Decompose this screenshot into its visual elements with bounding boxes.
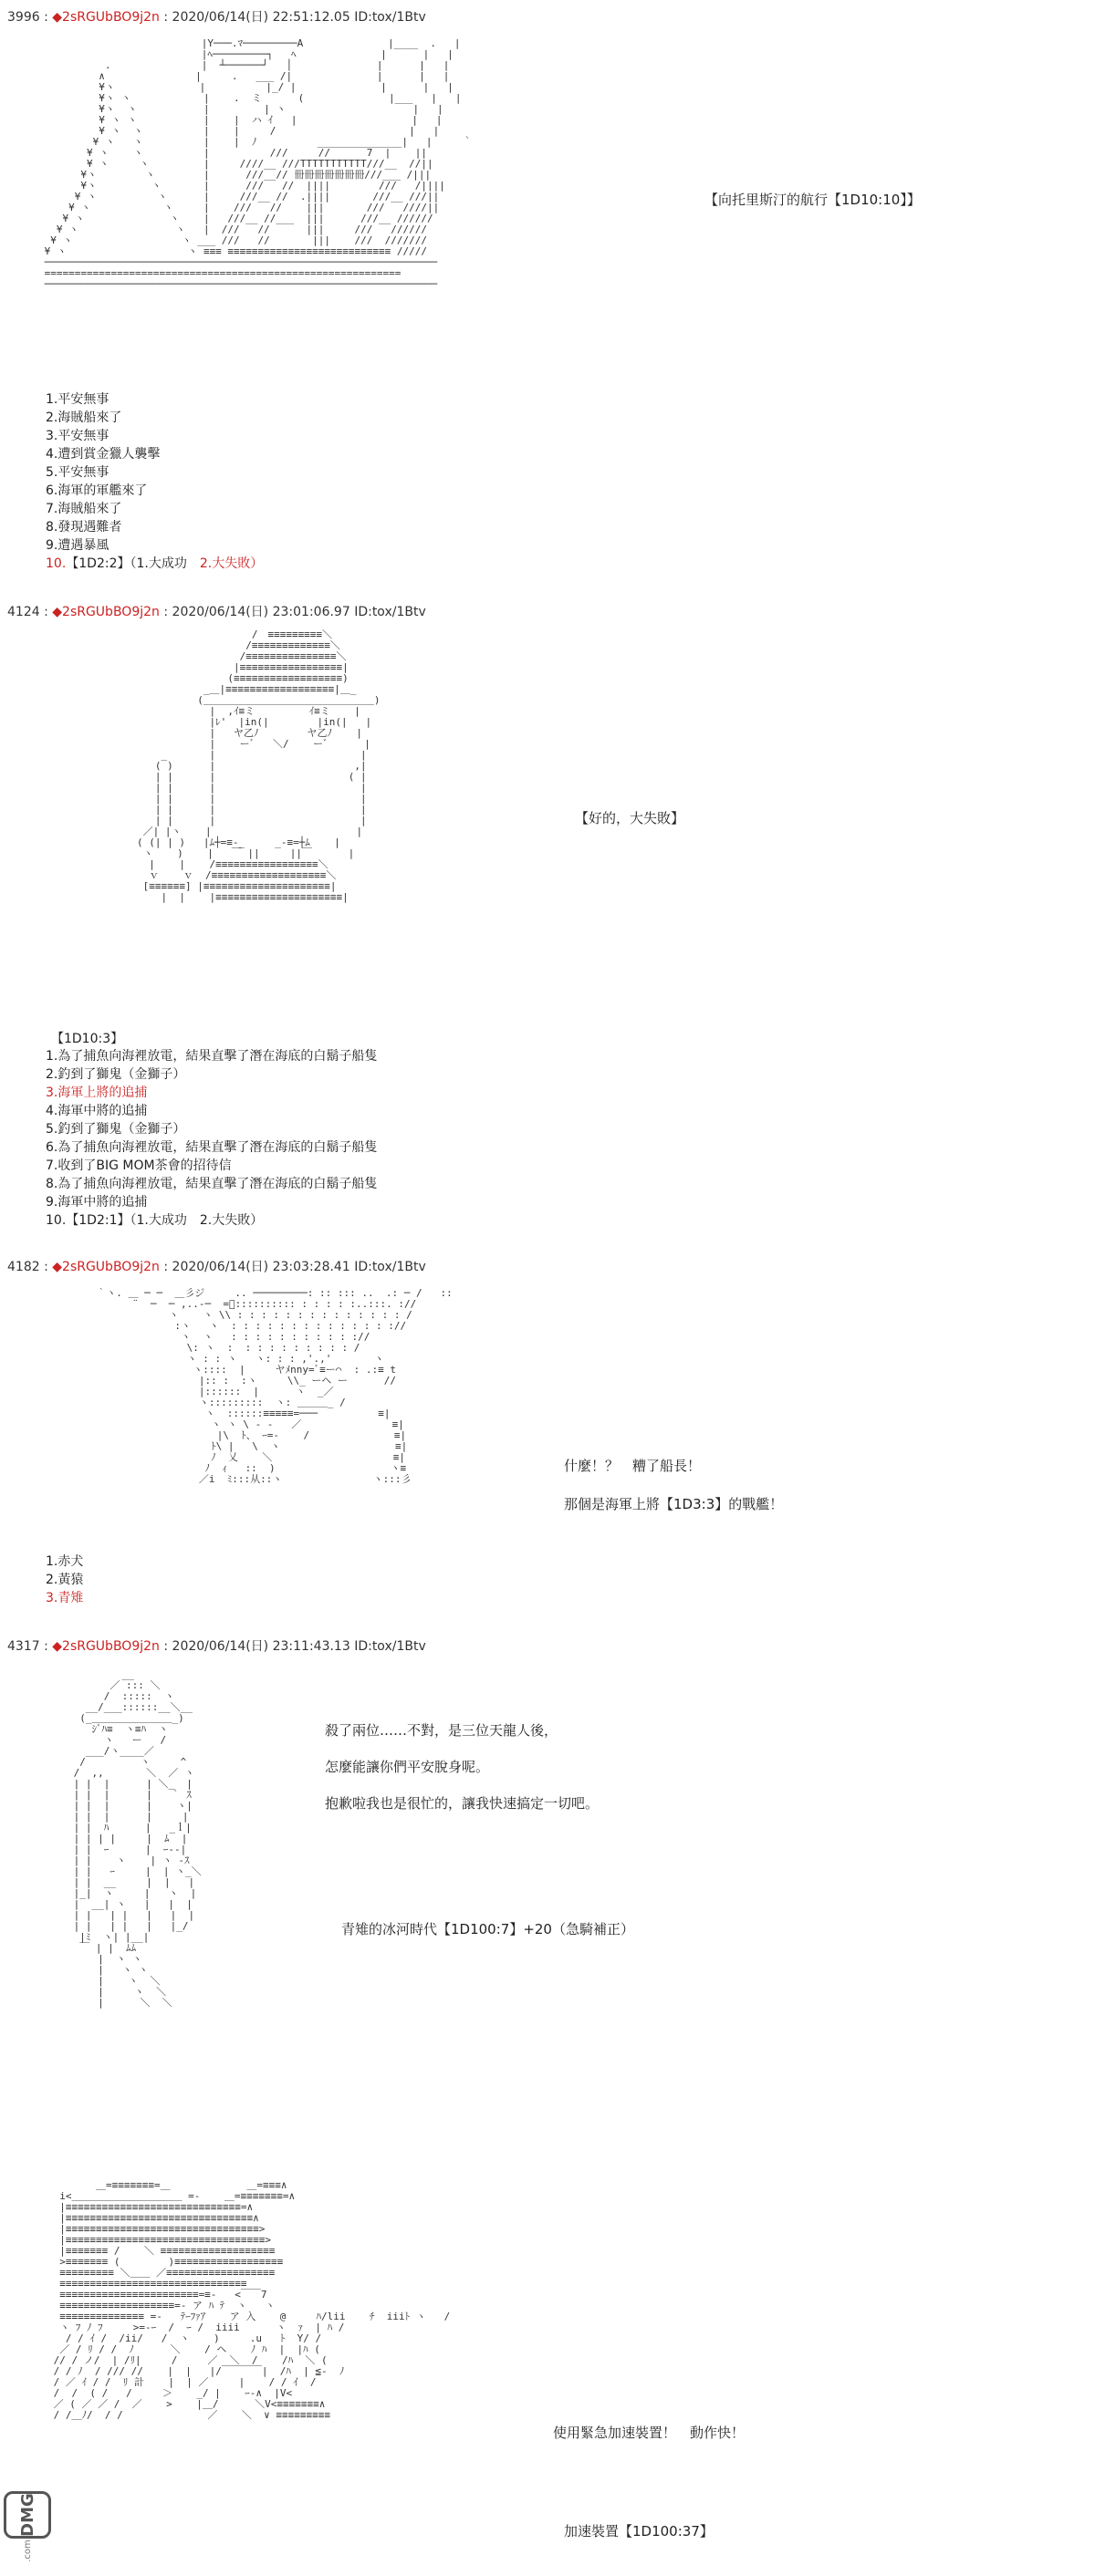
post-header: 4317 : ◆2sRGUbBO9j2n : 2020/06/14(日) 23:11:43.13 ID:tox/1Btv: [7, 1639, 426, 1654]
list-item: 10.【1D2:1】（1.大成功 2.大失敗）: [46, 1213, 264, 1228]
list-item: 4.遭到賞金獵人襲擊: [46, 447, 161, 462]
list-item: 7.海賊船來了: [46, 502, 122, 516]
post-meta: 2020/06/14(日) 23:03:28.41 ID:tox/1Btv: [172, 1260, 426, 1274]
aside-text: 【向托里斯汀的航行【1D10:10】】: [704, 192, 921, 208]
watermark-site: .com: [22, 2539, 33, 2562]
ascii-art-soldier: ｀ヽ. ＿ ─ ─ ＿彡ジ .. ─────────: :: ::: .. .: ─ / :: ¨ ─ ─ ,..-─ =ﾞ:::::::::: : : : : :..:::. :// ヽ ヽ \\ : : : : : : : : : : : : : : / :ヽ ヽ : : : : : : : : : : : : : :// ヽ ヽ : : : : : : : : : : :// \: ヽ : : : : : : : : : : / ヽ : : ヽ ヽ: : : ,'.,' ヽ ヽ:::: | ヤﾒnny=ﾞ≡ー⌒ : .:≡ t |:: : :ヽ \\_ ーヘ ー // |:::::: | ヽ _／ ヽ::::::::: ヽ: ＿＿＿_ / ヽ ::::::≡≡≡≡≡=─── ≡| ヽ ヽ \ - - ／ ≡| |\ ﾄ、 ｰ=- / ≡| ﾄ\ | \ ヽ ≡| ﾉ 乂 ＼ ≡| ﾉ ｨ :: ) ヽ≡ ／i ﾐ:::从::ヽ ヽ:::彡: [96, 1288, 453, 1485]
dialogue-line: 使用緊急加速裝置！ 動作快！: [553, 2425, 746, 2441]
list-item: 5.平安無事: [46, 465, 110, 480]
list-item: 6.海軍的軍艦來了: [46, 483, 148, 498]
event-list: [46, 390, 263, 573]
post-meta: 2020/06/14(日) 22:51:12.05 ID:tox/1Btv: [172, 10, 426, 25]
site-watermark: [0, 2487, 55, 2560]
poster-name[interactable]: ◆2sRGUbBO9j2n: [52, 1639, 160, 1654]
dialogue-line: 加速裝置【1D100:37】: [564, 2523, 714, 2540]
list-item: 9.遭遇暴風: [46, 538, 110, 553]
admiral-list: [46, 1553, 83, 1607]
watermark-logo: DMG: [4, 2491, 51, 2539]
dialogue-line: 青雉的冰河時代【1D100:7】+20（急騎補正）: [341, 1921, 634, 1937]
dialogue-line: 抱歉啦我也是很忙的，讓我快速搞定一切吧。: [325, 1795, 600, 1812]
poster-name[interactable]: ◆2sRGUbBO9j2n: [52, 605, 160, 619]
ascii-art-ship: |Y───.ﾏ─────────A |____ . | |ﾍ─────────┐ ﾍ | | | . | ┴──────┘ │ | | | ∧ | . ___ /| | | | ¥ヽ | |_/ | | | | ¥ヽ ヽ | . ミ ( |___ | | ¥ヽ ヽ | | ヽ | | ¥ ヽ ヽ | | ハ ｲ | | | ¥ ヽ ヽ | | / | | ¥ ヽ ヽ | | ﾉ ______________| | ｀ ¥ ヽ ヽ | /// // 7 | || ¥ ヽ ヽ | ////__ ///TTTTTTTTTTT///__ //|| ¥ヽ ヽ | ///__// 冊冊冊冊冊冊冊///___ /||| ¥ヽ ヽ | /// // |||| /// /|||| ¥ ヽ ヽ | ///__ // .|||| ///__ ///|| ¥ ヽ ヽ | /// // ||| /// ////|| ¥ ヽ ヽ | ///__ //___ ||| ///__ ////// ¥ ヽ ヽ | /// // ||| /// ////// ¥ ヽ ヽ ___ /// // ||| /// /////// ¥ ヽ ヽ ≡≡≡ ≡≡≡≡≡≡≡≡≡≡≡≡≡≡≡≡≡≡≡≡≡≡≡≡≡≡≡ ///// ───────────────────────────────────────────────────────────────── =========================================================== ─────────────────────────────────────────────────────────────────: [44, 38, 473, 290]
ascii-art-character: /￣≡≡≡≡≡≡≡≡≡＼ /≡≡≡≡≡≡≡≡≡≡≡≡≡＼ /≡≡≡≡≡≡≡≡≡≡≡≡≡≡≡＼ |≡≡≡≡≡≡≡≡≡≡≡≡≡≡≡≡≡| (≡≡≡≡≡≡≡≡≡≡≡≡≡≡≡≡≡≡) _＿|≡≡≡≡≡≡≡≡≡≡≡≡≡≡≡≡≡≡|＿_ (＿＿＿＿＿＿＿＿＿＿＿＿＿＿＿＿＿) | ,ｲ≡ミ ｲ≡ミ | |ﾚ' |in(| |in(| | | ヤ乙ﾉ ヤ乙ﾉ | | ーﾞ ＼/ ーﾞ | _ | | ( ) | ,| | | | ( | | | | | | | | | | | | | | | | | ／| |ヽ | | ( (| | ) |ﾑ┼=≡-_ _-≡=┼ﾑ | ヽ ) | ￣ || ||￣ | | | /≡≡≡≡≡≡≡≡≡≡≡≡≡≡≡≡≡＼ ｖ ｖ /≡≡≡≡≡≡≡≡≡≡≡≡≡≡≡≡≡≡≡＼ [≡≡≡≡≡≡] |≡≡≡≡≡≡≡≡≡≡≡≡≡≡≡≡≡≡≡≡≡| | | |≡≡≡≡≡≡≡≡≡≡≡≡≡≡≡≡≡≡≡≡≡|: [137, 629, 381, 903]
post-header: 4182 : ◆2sRGUbBO9j2n : 2020/06/14(日) 23:03:28.41 ID:tox/1Btv: [7, 1260, 426, 1274]
dialogue-line: 那個是海軍上將【1D3:3】的戰艦！: [564, 1496, 784, 1512]
list-item: 4.海軍中將的追捕: [46, 1104, 148, 1118]
poster-name[interactable]: ◆2sRGUbBO9j2n: [52, 1260, 160, 1274]
list-item: 7.收到了BIG MOM茶會的招待信: [46, 1158, 232, 1173]
list-item: 2.釣到了獅鬼（金獅子）: [46, 1067, 186, 1082]
post-header: 3996 : ◆2sRGUbBO9j2n : 2020/06/14(日) 22:51:12.05 ID:tox/1Btv: [7, 10, 426, 25]
list-item: 2.黃猿: [46, 1573, 84, 1587]
list-item: 1.為了捕魚向海裡放電，結果直擊了潛在海底的白鬍子船隻: [46, 1049, 378, 1064]
post-meta: 2020/06/14(日) 23:01:06.97 ID:tox/1Btv: [172, 605, 426, 619]
list-item: 3.平安無事: [46, 429, 110, 443]
list-item: 5.釣到了獅鬼（金獅子）: [46, 1122, 186, 1137]
list-item-roll: 10.【1D2:2】（1.大成功 2.大失敗）: [46, 556, 264, 571]
roll-title: 【1D10:3】: [51, 1032, 124, 1046]
poster-name[interactable]: ◆2sRGUbBO9j2n: [52, 10, 160, 25]
list-item: 1.平安無事: [46, 392, 110, 407]
dialogue-line: 什麼！？ 糟了船長！: [564, 1458, 702, 1474]
dialogue-line: 殺了兩位……不對，是三位天龍人後，: [325, 1722, 558, 1739]
dialogue-line: 怎麼能讓你們平安脫身呢。: [325, 1759, 490, 1775]
list-item-selected: 3.青雉: [46, 1591, 84, 1605]
list-item: 9.海軍中將的追捕: [46, 1195, 148, 1210]
aside-text: 【好的，大失敗】: [575, 810, 685, 826]
list-item-selected: 3.海軍上將的追捕: [46, 1085, 148, 1100]
list-item: 6.為了捕魚向海裡放電，結果直擊了潛在海底的白鬍子船隻: [46, 1140, 378, 1155]
list-item: 8.發現遇難者: [46, 520, 122, 535]
list-item: 1.赤犬: [46, 1554, 84, 1569]
post-number: 4317: [7, 1639, 40, 1654]
post-number: 3996: [7, 10, 40, 25]
post-meta: 2020/06/14(日) 23:11:43.13 ID:tox/1Btv: [172, 1639, 426, 1654]
post-number: 4124: [7, 605, 40, 619]
ascii-art-aokiji: __ ／ ::: ＼ / ::::: ヽ __/___::::::__＼__ (_＿＿＿＿＿＿＿＿_) ｼﾞﾊ≡ ヽ≡ﾊ ヽ ヽ ー / ___/ヽ____／ / ヽ ^ / ,, ＼ ／ ヽ | | | | ＼_ | | | | | ｀ ｽ | | | | ヽ| | | | | | | | ﾊ | _ｌ| | | | | | ﾑ | | | ｰ | ｰ--| | | ヽ | ヽ -ｽ | | ｰ | | ヽ_＼ | | __ | | | |_| ヽ | ヽ | | __| ヽ | | | | | | | | | | | | | | | |_/ |ﾐ ヽ| |__| ￣ | | ﾑﾑ | ヽ ヽ | ヽ ヽ | ヽ ＼ | ヽ ＼ | ＼ ＼: [73, 1669, 202, 2009]
list-item: 8.為了捕魚向海裡放電，結果直擊了潛在海底的白鬍子船隻: [46, 1177, 378, 1191]
ascii-art-ship-escape: ＿=≡≡≡≡≡≡≡=＿ ￣ ＿=≡≡≡∧ i<＿＿＿＿＿＿＿＿＿＿＿ =- ＿=≡≡≡≡≡≡≡=∧ |≡≡≡≡≡≡≡≡≡≡≡≡≡≡≡≡≡≡≡≡≡≡≡≡≡≡≡≡≡=∧ |≡≡≡≡≡≡≡≡≡≡≡≡≡≡≡≡≡≡≡≡≡≡≡≡≡≡≡≡≡≡≡∧ |≡≡≡≡≡≡≡≡≡≡≡≡≡≡≡≡≡≡≡≡≡≡≡≡≡≡≡≡≡≡≡≡> |≡≡≡≡≡≡≡≡≡≡≡≡≡≡≡≡≡≡≡≡≡≡≡≡≡≡≡≡≡≡≡≡≡> |≡≡≡≡≡≡≡ / ＼ ≡≡≡≡≡≡≡≡≡≡≡≡≡≡≡≡≡≡≡ >≡≡≡≡≡≡≡ ( )≡≡≡≡≡≡≡≡≡≡≡≡≡≡≡≡≡≡ ≡≡≡≡≡≡≡≡≡ ＼＿＿ ／≡≡≡≡≡≡≡≡≡≡≡≡≡≡≡≡≡≡ ≡≡≡≡≡≡≡≡≡≡≡≡≡≡≡≡≡≡≡≡≡≡≡≡≡≡≡≡≡≡≡ ≡≡≡≡≡≡≡≡≡≡≡≡≡≡≡≡≡≡≡≡≡≡≡=≡- <￣￣7 ≡≡≡≡≡≡≡≡≡≡≡≡≡≡≡≡≡≡≡=- ア ﾊ ﾃ ヽ ヽ ≡≡≡≡≡≡≡≡≡≡≡≡≡≡ =- ﾃｰﾌｧｱ ア 入 @ ﾊ/lii ﾁ iiiﾄ ヽ / ヽ ﾌ ﾉ ﾌ >=-ｰ / ｰ / iiii ヽ ｧ | ﾊ / / / ｲ / /ii/ / ヽ ) .u ﾄ Y/ / ／ / ﾘ / / ﾉ ＼ / ヘ ﾉ ﾊ | |ﾊ ( // / ノ/ | /ﾘ| / ／ ＼ / /ﾊ ＼ ( / / ﾉ / /// // | | |/￣￣￣￣| /ﾊ | ≦- ﾉ / ／ ｲ / / ﾘ 計 | | ／ | / / ｲ / / / ( / / ＞ _/ | ｰ-∧ |V< ／ ( ／ ／ / ／ > |＿/ ＼V<≡≡≡≡≡≡≡∧ / /＿ﾉ/ / / ／ ＼ ∨ ≡≡≡≡≡≡≡≡≡: [53, 2180, 451, 2421]
list-item: 2.海賊船來了: [46, 410, 122, 425]
post-number: 4182: [7, 1260, 40, 1274]
event-list: [46, 1047, 377, 1230]
post-header: 4124 : ◆2sRGUbBO9j2n : 2020/06/14(日) 23:01:06.97 ID:tox/1Btv: [7, 605, 426, 619]
